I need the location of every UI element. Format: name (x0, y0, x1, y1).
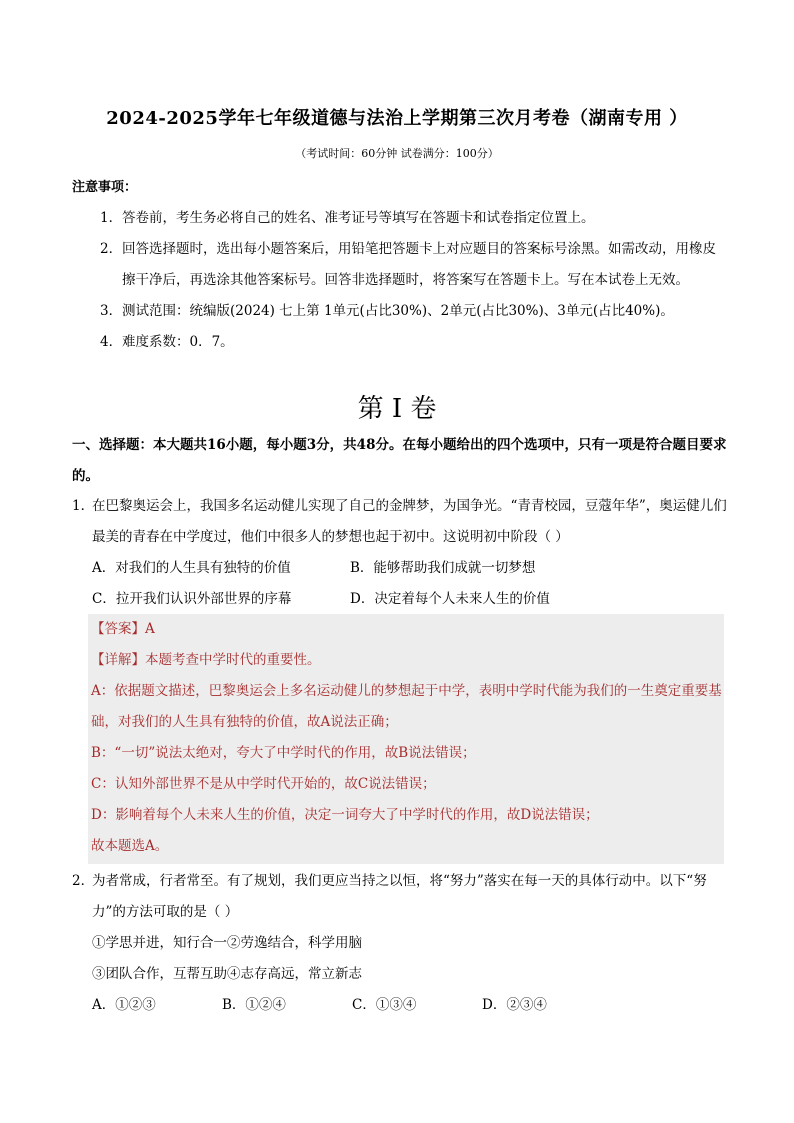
detail-line: 【详解】本题考查中学时代的重要性。 (91, 652, 321, 668)
answer-conclusion: 故本题选A。 (91, 838, 169, 854)
exam-title: 2024-2025学年七年级道德与法治上学期第三次月考卷（湖南专用 ） (106, 108, 688, 129)
question-text: 在巴黎奥运会上，我国多名运动健儿实现了自己的金牌梦，为国争光。“青青校园，豆蔻年华”，奥运健儿们最美的青春在中学度过，他们中很多人的梦想也起于初中。这说明初中阶段（ ） (92, 498, 727, 545)
question-number: 2． (72, 873, 95, 889)
section-description: 一、选择题：本大题共16小题，每小题3分，共48分。在每小题给出的四个选项中，只有一项是符合题目要求的。 (72, 437, 727, 484)
question-options (72, 990, 727, 1021)
option-b: B．①②④ (222, 997, 286, 1013)
option-a: A．①②③ (92, 997, 156, 1013)
exam-subtitle: （考试时间：60分钟 试卷满分：100分） (295, 147, 499, 160)
notice-item-3 (100, 296, 725, 327)
answer-line: 【答案】A (91, 621, 155, 637)
analysis-a: A：依据题文描述，巴黎奥运会上多名运动健儿的梦想起于中学，表明中学时代能为我们的一生奠定重要基础，对我们的人生具有独特的价值，故A说法正确； (91, 683, 722, 730)
notice-item-text: 测试范围：统编版(2024) 七上第 1单元(占比30%)、2单元(占比30%)、3单元(占比40%)。 (122, 303, 674, 319)
notice-item-4 (100, 327, 725, 358)
notice-item-number: 1． (100, 210, 123, 226)
notice-item-text: 难度系数：0．7。 (122, 334, 234, 350)
analysis-d: D：影响着每个人未来人生的价值，决定一词夸大了中学时代的作用，故D说法错误； (91, 807, 599, 823)
option-a: A．对我们的人生具有独特的价值 (92, 560, 291, 576)
notice-item-number: 3． (100, 303, 123, 319)
statement-line-1: ①学思并进，知行合一②劳逸结合，科学用脑 (92, 935, 362, 951)
notice-item-2 (100, 234, 725, 296)
option-d: D．②③④ (482, 997, 547, 1013)
question-1 (72, 491, 727, 615)
statement-line-2: ③团队合作，互帮互助④志存高远，常立新志 (92, 966, 362, 982)
notice-list (100, 203, 725, 358)
notice-item-text: 回答选择题时，选出每小题答案后，用铅笔把答题卡上对应题目的答案标号涂黑。如需改动，用橡皮擦干净后，再选涂其他答案标号。回答非选择题时，将答案写在答题卡上。写在本试卷上无效。 (122, 241, 716, 288)
question-stem (72, 866, 727, 928)
question-text: 为者常成，行者常至。有了规划，我们更应当持之以恒，将“努力”落实在每一天的具体行动中。以下“努力”的方法可取的是（ ） (92, 873, 707, 920)
option-b: B．能够帮助我们成就一切梦想 (350, 560, 536, 576)
question-options (72, 553, 727, 615)
notice-item-number: 4． (100, 334, 123, 350)
section-title: 第 I 卷 (357, 394, 437, 424)
notice-item-number: 2． (100, 241, 123, 257)
option-c: C．①③④ (352, 997, 417, 1013)
question-stem (72, 491, 727, 553)
analysis-b: B：“一切”说法太绝对，夸大了中学时代的作用，故B说法错误； (91, 745, 476, 761)
question-2 (72, 866, 727, 1021)
analysis-c: C：认知外部世界不是从中学时代开始的，故C说法错误； (91, 776, 436, 792)
notice-item-1 (100, 203, 725, 234)
notice-item-text: 答卷前，考生务必将自己的姓名、准考证号等填写在答题卡和试卷指定位置上。 (122, 210, 595, 226)
question-number: 1． (72, 498, 95, 514)
option-d: D．决定着每个人未来人生的价值 (350, 591, 550, 607)
option-c: C．拉开我们认识外部世界的序幕 (92, 591, 292, 607)
notice-heading: 注意事项： (72, 180, 138, 195)
answer-explanation-box (88, 614, 724, 864)
